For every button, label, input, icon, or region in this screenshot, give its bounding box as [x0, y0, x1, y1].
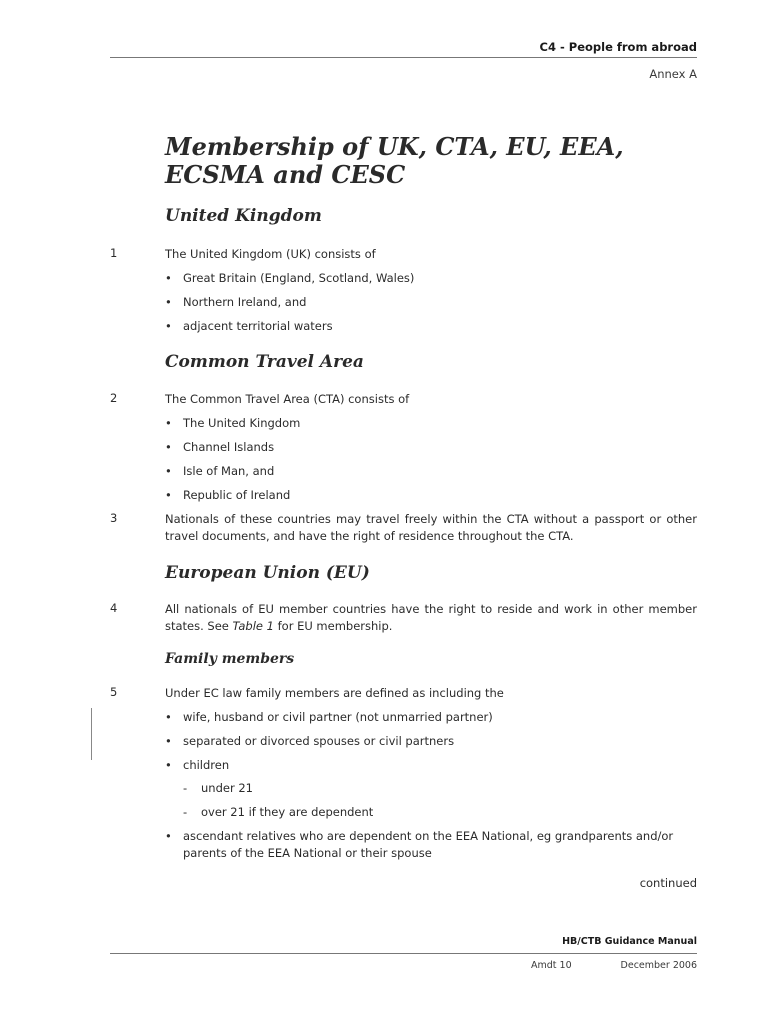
title-line-1: Membership of UK, CTA, EU, EEA,: [165, 132, 624, 161]
bullet-icon: •: [165, 319, 172, 333]
eu-paragraph: All nationals of EU member countries have the right to reside and work in other member states. See Table 1 for EU membership.: [165, 602, 697, 633]
table-reference: Table 1: [232, 619, 274, 633]
bullet-icon: •: [165, 464, 172, 478]
family-item-1: • wife, husband or civil partner (not unmarried partner): [165, 710, 493, 724]
uk-item-1: • Great Britain (England, Scotland, Wales): [165, 271, 415, 285]
annex-label: Annex A: [649, 67, 697, 81]
continued-label: continued: [639, 876, 697, 890]
bullet-icon: •: [165, 710, 172, 724]
bullet-icon: •: [165, 488, 172, 502]
cta-item-2: • Channel Islands: [165, 440, 275, 454]
bullet-icon: •: [165, 734, 172, 748]
family-item-3: • children: [165, 758, 230, 772]
cta-intro: The Common Travel Area (CTA) consists of: [165, 392, 410, 406]
uk-item-3: • adjacent territorial waters: [165, 319, 333, 333]
paragraph-number-3: 3: [110, 511, 118, 525]
paragraph-number-4: 4: [110, 601, 118, 615]
paragraph-number-5: 5: [110, 685, 118, 699]
paragraph-number-2: 2: [110, 391, 118, 405]
running-header: C4 - People from abroad: [539, 40, 697, 54]
footer-amendment: Amdt 10: [531, 960, 572, 971]
uk-item-2: • Northern Ireland, and: [165, 295, 307, 309]
cta-item-4: • Republic of Ireland: [165, 488, 291, 502]
family-subitem-2: - over 21 if they are dependent: [183, 805, 374, 819]
eu-heading: European Union (EU): [165, 563, 370, 583]
change-bar: [91, 708, 92, 760]
bullet-icon: •: [165, 416, 172, 430]
bullet-icon: •: [165, 271, 172, 285]
cta-paragraph-3: Nationals of these countries may travel freely within the CTA without a passport or other travel documents, and have the right of residence throughout the CTA.: [165, 512, 697, 543]
cta-item-3: • Isle of Man, and: [165, 464, 275, 478]
uk-intro: The United Kingdom (UK) consists of: [165, 247, 376, 261]
dash-icon: -: [183, 781, 188, 795]
uk-heading: United Kingdom: [165, 206, 322, 226]
paragraph-number-1: 1: [110, 246, 118, 260]
dash-icon: -: [183, 805, 188, 819]
footer-date: December 2006: [620, 960, 697, 971]
header-rule: [110, 57, 697, 58]
cta-heading: Common Travel Area: [165, 352, 364, 372]
bullet-icon: •: [165, 758, 172, 772]
family-heading: Family members: [165, 651, 295, 667]
footer-rule: [110, 953, 697, 954]
family-item-2: • separated or divorced spouses or civil partners: [165, 734, 455, 748]
footer-manual-title: HB/CTB Guidance Manual: [562, 936, 697, 947]
page-title: [165, 133, 624, 189]
family-subitem-1: - under 21: [183, 781, 253, 795]
cta-item-1: • The United Kingdom: [165, 416, 301, 430]
family-item-4: • ascendant relatives who are dependent on the EEA National, eg grandparents and/or parents of the EEA National or their spouse: [165, 829, 674, 860]
bullet-icon: •: [165, 295, 172, 309]
title-line-2: ECSMA and CESC: [165, 160, 406, 189]
family-intro: Under EC law family members are defined as including the: [165, 686, 504, 700]
bullet-icon: •: [165, 440, 172, 454]
bullet-icon: •: [165, 829, 172, 843]
